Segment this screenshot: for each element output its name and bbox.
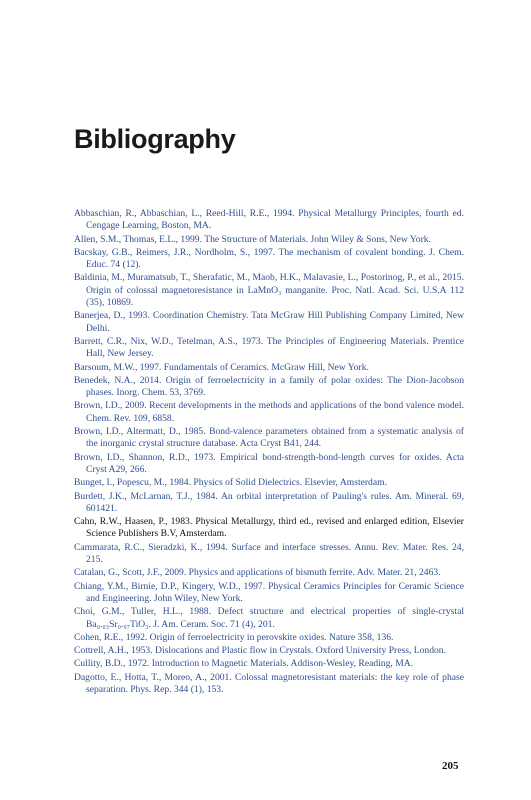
- bib-entry[interactable]: Baldinia, M., Muramatsub, T., Sherafatic, M., Maob, H.K., Malavasie, L., Postorinog, P., et al., 2015. Origin of colossal magnetoresistance in LaMnO₃ manganite. Proc. Natl. Acad. Sci. U.S.A 112 (35), 10869.: [74, 272, 464, 309]
- bib-entry[interactable]: Dagotto, E., Hotta, T., Moreo, A., 2001. Colossal magnetoresistant materials: the key role of phase separation. Phys. Rep. 344 (1), 153.: [74, 671, 464, 695]
- bib-entry[interactable]: Brown, I.D., Altermatt, D., 1985. Bond-valence parameters obtained from a systematic analysis of the inorganic crystal structure database. Acta Cryst B41, 244.: [74, 426, 464, 450]
- bib-entry[interactable]: Benedek, N.A., 2014. Origin of ferroelectricity in a family of polar oxides: The Dion-Jacobson phases. Inorg. Chem. 53, 3769.: [74, 374, 464, 399]
- bib-entry[interactable]: Bacskay, G.B., Reimers, J.R., Nordholm, S., 1997. The mechanism of covalent bonding. J. Chem. Educ. 74 (12).: [74, 246, 464, 271]
- bib-entry[interactable]: Cullity, B.D., 1972. Introduction to Magnetic Materials. Addison-Wesley, Reading, MA.: [74, 658, 414, 670]
- bib-entry[interactable]: Brown, I.D., Shannon, R.D., 1973. Empirical bond-strength-bond-length curves for oxides. Acta Cryst A29, 266.: [74, 451, 464, 475]
- bib-entry[interactable]: Allen, S.M., Thomas, E.L., 1999. The Structure of Materials. John Wiley & Sons, New York.: [74, 233, 431, 245]
- bib-entry[interactable]: Cammarata, R.C., Sieradzki, K., 1994. Surface and interface stresses. Annu. Rev. Mater. Res. 24, 215.: [74, 541, 464, 566]
- bib-entry[interactable]: Brown, I.D., 2009. Recent developments in the methods and applications of the bond valence model. Chem. Rev. 109, 6858.: [74, 400, 464, 424]
- page-number: 205: [442, 760, 459, 772]
- bib-entry[interactable]: Barsoum, M.W., 1997. Fundamentals of Ceramics. McGraw Hill, New York.: [74, 361, 369, 373]
- bib-entry[interactable]: Burdett, J.K., McLarnan, T.J., 1984. An orbital interpretation of Pauling's rules. Am. Mineral. 69, 601421.: [74, 490, 464, 514]
- bib-entry[interactable]: Chiang, Y.M., Birnie, D.P., Kingery, W.D., 1997. Physical Ceramics Principles for Ceramic Science and Engineering. John Wiley, New York.: [74, 580, 464, 604]
- bib-entry[interactable]: Catalan, G., Scott, J.F., 2009. Physics and applications of bismuth ferrite. Adv. Mater. 21, 2463.: [74, 567, 441, 579]
- bib-entry[interactable]: Choi, G.M., Tuller, H.L., 1988. Defect structure and electrical properties of single-crystal Ba₀.₀₃Sr₀.₉₇TiO₃. J. Am. Ceram. Soc. 71 (4), 201.: [74, 606, 464, 630]
- bib-entry[interactable]: Banerjea, D., 1993. Coordination Chemistry. Tata McGraw Hill Publishing Company Limited, New Delhi.: [74, 310, 464, 334]
- bib-entry[interactable]: Bunget, I., Popescu, M., 1984. Physics of Solid Dielectrics. Elsevier, Amsterdam.: [74, 477, 387, 489]
- bib-entry[interactable]: Cottrell, A.H., 1953. Dislocations and Plastic flow in Crystals. Oxford University Press, London.: [74, 645, 446, 657]
- page-title: Bibliography: [74, 124, 236, 154]
- bib-entry[interactable]: Abbaschian, R., Abbaschian, L., Reed-Hill, R.E., 1994. Physical Metallurgy Principles, fourth ed. Cengage Learning, Boston, MA.: [74, 208, 464, 232]
- bib-entry[interactable]: Cohen, R.E., 1992. Origin of ferroelectricity in perovskite oxides. Nature 358, 136.: [74, 631, 394, 643]
- bib-entry: Cahn, R.W., Haasen, P., 1983. Physical Metallurgy, third ed., revised and enlarged edition, Elsevier Science Publishers B.V, Amsterdam.: [74, 516, 464, 540]
- bib-entry[interactable]: Barrett, C.R., Nix, W.D., Tetelman, A.S., 1973. The Principles of Engineering Materials. Prentice Hall, New Jersey.: [74, 335, 464, 360]
- bibliography-list: [74, 208, 464, 697]
